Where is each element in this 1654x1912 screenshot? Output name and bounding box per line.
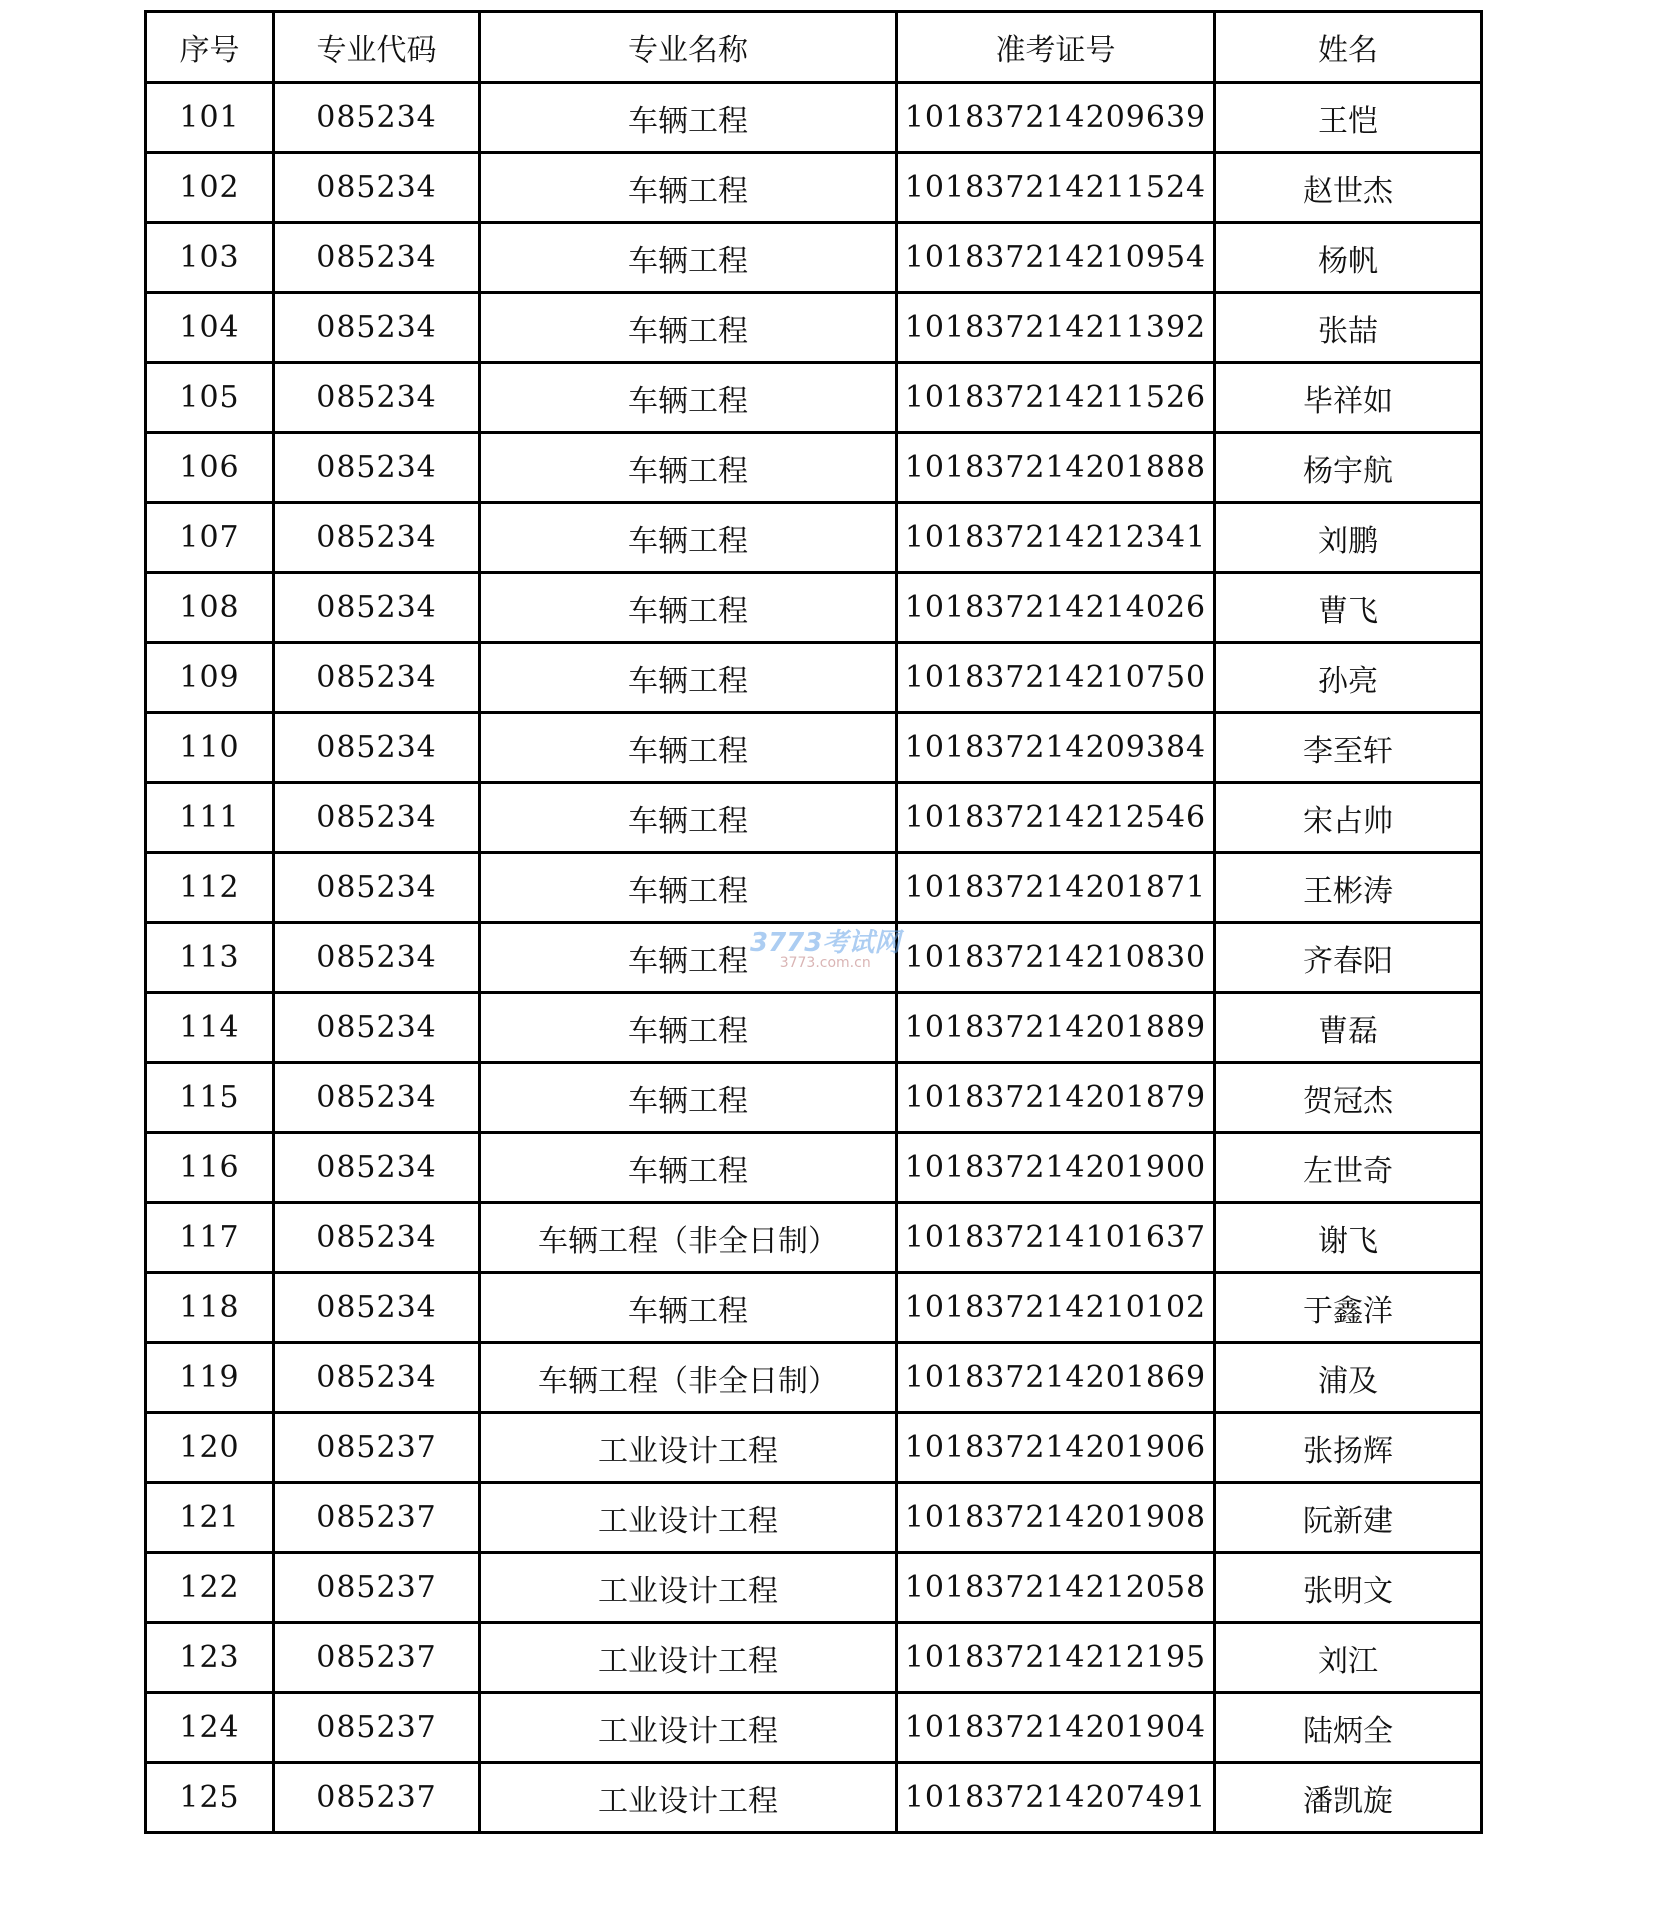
cell-major-code: 085234 — [274, 293, 480, 363]
cell-seq: 114 — [146, 993, 274, 1063]
table-row — [146, 853, 1482, 923]
table-row — [146, 993, 1482, 1063]
cell-major-name: 车辆工程 — [480, 1133, 897, 1203]
cell-name: 曹飞 — [1215, 573, 1482, 643]
cell-major-code: 085234 — [274, 363, 480, 433]
cell-name: 阮新建 — [1215, 1483, 1482, 1553]
cell-major-code: 085234 — [274, 83, 480, 153]
cell-exam-number: 101837214201888 — [897, 433, 1215, 503]
cell-exam-number: 101837214212546 — [897, 783, 1215, 853]
cell-major-code: 085234 — [274, 433, 480, 503]
table-row — [146, 1063, 1482, 1133]
cell-major-name: 车辆工程 — [480, 783, 897, 853]
cell-name: 赵世杰 — [1215, 153, 1482, 223]
cell-exam-number: 101837214101637 — [897, 1203, 1215, 1273]
table-row — [146, 1203, 1482, 1273]
admission-list-sheet — [144, 10, 1483, 1834]
cell-major-name: 车辆工程（非全日制） — [480, 1203, 897, 1273]
cell-major-code: 085234 — [274, 1343, 480, 1413]
table-row — [146, 1623, 1482, 1693]
cell-major-name: 车辆工程 — [480, 923, 897, 993]
table-row — [146, 223, 1482, 293]
cell-major-name: 工业设计工程 — [480, 1413, 897, 1483]
table-row — [146, 783, 1482, 853]
cell-seq: 106 — [146, 433, 274, 503]
cell-name: 陆炳全 — [1215, 1693, 1482, 1763]
cell-major-code: 085234 — [274, 1203, 480, 1273]
cell-name: 张明文 — [1215, 1553, 1482, 1623]
cell-name: 刘江 — [1215, 1623, 1482, 1693]
cell-seq: 116 — [146, 1133, 274, 1203]
cell-exam-number: 101837214211524 — [897, 153, 1215, 223]
cell-major-code: 085237 — [274, 1553, 480, 1623]
table-row — [146, 1763, 1482, 1833]
header-major-name: 专业名称 — [480, 12, 897, 83]
header-exam-number: 准考证号 — [897, 12, 1215, 83]
cell-name: 宋占帅 — [1215, 783, 1482, 853]
cell-seq: 112 — [146, 853, 274, 923]
cell-major-name: 工业设计工程 — [480, 1763, 897, 1833]
cell-name: 左世奇 — [1215, 1133, 1482, 1203]
cell-name: 孙亮 — [1215, 643, 1482, 713]
table-row — [146, 503, 1482, 573]
cell-major-code: 085234 — [274, 223, 480, 293]
cell-name: 张喆 — [1215, 293, 1482, 363]
cell-exam-number: 101837214201904 — [897, 1693, 1215, 1763]
table-row — [146, 293, 1482, 363]
cell-seq: 117 — [146, 1203, 274, 1273]
cell-name: 毕祥如 — [1215, 363, 1482, 433]
cell-seq: 101 — [146, 83, 274, 153]
cell-major-name: 车辆工程 — [480, 1063, 897, 1133]
table-header-row — [146, 12, 1482, 83]
cell-exam-number: 101837214201889 — [897, 993, 1215, 1063]
cell-major-name: 工业设计工程 — [480, 1553, 897, 1623]
cell-seq: 119 — [146, 1343, 274, 1413]
cell-name: 杨帆 — [1215, 223, 1482, 293]
cell-major-code: 085234 — [274, 573, 480, 643]
cell-major-name: 车辆工程（非全日制） — [480, 1343, 897, 1413]
cell-exam-number: 101837214210954 — [897, 223, 1215, 293]
table-row — [146, 1273, 1482, 1343]
watermark-logo-text: 3773考试网 — [750, 928, 901, 958]
cell-major-code: 085237 — [274, 1483, 480, 1553]
cell-exam-number: 101837214214026 — [897, 573, 1215, 643]
cell-major-name: 车辆工程 — [480, 713, 897, 783]
cell-seq: 105 — [146, 363, 274, 433]
cell-name: 李至轩 — [1215, 713, 1482, 783]
cell-major-code: 085237 — [274, 1413, 480, 1483]
cell-name: 杨宇航 — [1215, 433, 1482, 503]
cell-major-name: 车辆工程 — [480, 503, 897, 573]
table-row — [146, 83, 1482, 153]
cell-exam-number: 101837214212058 — [897, 1553, 1215, 1623]
cell-seq: 113 — [146, 923, 274, 993]
table-row — [146, 643, 1482, 713]
cell-major-code: 085234 — [274, 1133, 480, 1203]
cell-major-name: 车辆工程 — [480, 293, 897, 363]
cell-exam-number: 101837214210830 — [897, 923, 1215, 993]
table-row — [146, 433, 1482, 503]
cell-major-code: 085237 — [274, 1623, 480, 1693]
cell-exam-number: 101837214209384 — [897, 713, 1215, 783]
cell-seq: 104 — [146, 293, 274, 363]
cell-major-code: 085234 — [274, 783, 480, 853]
cell-name: 于鑫洋 — [1215, 1273, 1482, 1343]
cell-seq: 107 — [146, 503, 274, 573]
cell-major-code: 085234 — [274, 503, 480, 573]
cell-exam-number: 101837214201879 — [897, 1063, 1215, 1133]
cell-name: 浦及 — [1215, 1343, 1482, 1413]
cell-major-code: 085234 — [274, 1273, 480, 1343]
cell-seq: 122 — [146, 1553, 274, 1623]
cell-name: 谢飞 — [1215, 1203, 1482, 1273]
cell-seq: 115 — [146, 1063, 274, 1133]
cell-major-name: 车辆工程 — [480, 573, 897, 643]
cell-seq: 111 — [146, 783, 274, 853]
table-row — [146, 713, 1482, 783]
cell-major-name: 车辆工程 — [480, 1273, 897, 1343]
cell-major-name: 工业设计工程 — [480, 1623, 897, 1693]
table-row — [146, 1133, 1482, 1203]
header-major-code: 专业代码 — [274, 12, 480, 83]
cell-major-code: 085234 — [274, 853, 480, 923]
watermark-url: 3773.com.cn — [779, 955, 871, 971]
cell-name: 贺冠杰 — [1215, 1063, 1482, 1133]
cell-major-name: 工业设计工程 — [480, 1483, 897, 1553]
cell-major-code: 085234 — [274, 1063, 480, 1133]
cell-seq: 110 — [146, 713, 274, 783]
cell-seq: 121 — [146, 1483, 274, 1553]
table-row — [146, 573, 1482, 643]
cell-name: 张扬辉 — [1215, 1413, 1482, 1483]
cell-exam-number: 101837214211526 — [897, 363, 1215, 433]
table-row — [146, 1413, 1482, 1483]
cell-major-code: 085234 — [274, 713, 480, 783]
cell-exam-number: 101837214201906 — [897, 1413, 1215, 1483]
admission-table — [144, 10, 1483, 1834]
cell-major-name: 车辆工程 — [480, 643, 897, 713]
cell-exam-number: 101837214209639 — [897, 83, 1215, 153]
cell-exam-number: 101837214201908 — [897, 1483, 1215, 1553]
cell-name: 齐春阳 — [1215, 923, 1482, 993]
cell-exam-number: 101837214201871 — [897, 853, 1215, 923]
cell-seq: 103 — [146, 223, 274, 293]
cell-major-name: 车辆工程 — [480, 153, 897, 223]
cell-exam-number: 101837214207491 — [897, 1763, 1215, 1833]
cell-name: 曹磊 — [1215, 993, 1482, 1063]
cell-major-code: 085234 — [274, 923, 480, 993]
cell-seq: 125 — [146, 1763, 274, 1833]
cell-major-code: 085234 — [274, 643, 480, 713]
cell-seq: 124 — [146, 1693, 274, 1763]
cell-name: 王彬涛 — [1215, 853, 1482, 923]
cell-seq: 118 — [146, 1273, 274, 1343]
cell-major-code: 085234 — [274, 153, 480, 223]
cell-exam-number: 101837214212341 — [897, 503, 1215, 573]
table-row — [146, 1693, 1482, 1763]
cell-seq: 108 — [146, 573, 274, 643]
cell-name: 王恺 — [1215, 83, 1482, 153]
cell-name: 潘凯旋 — [1215, 1763, 1482, 1833]
table-row — [146, 1343, 1482, 1413]
cell-exam-number: 101837214201869 — [897, 1343, 1215, 1413]
table-row — [146, 923, 1482, 993]
cell-major-code: 085237 — [274, 1763, 480, 1833]
table-body — [146, 83, 1482, 1833]
cell-major-name: 车辆工程 — [480, 363, 897, 433]
cell-major-name: 车辆工程 — [480, 993, 897, 1063]
header-name: 姓名 — [1215, 12, 1482, 83]
cell-major-name: 车辆工程 — [480, 433, 897, 503]
table-row — [146, 1483, 1482, 1553]
cell-seq: 123 — [146, 1623, 274, 1693]
header-seq: 序号 — [146, 12, 274, 83]
cell-seq: 109 — [146, 643, 274, 713]
cell-seq: 120 — [146, 1413, 274, 1483]
cell-major-name: 车辆工程 — [480, 83, 897, 153]
cell-exam-number: 101837214212195 — [897, 1623, 1215, 1693]
table-row — [146, 1553, 1482, 1623]
cell-major-code: 085234 — [274, 993, 480, 1063]
table-row — [146, 153, 1482, 223]
cell-seq: 102 — [146, 153, 274, 223]
table-row — [146, 363, 1482, 433]
cell-major-name: 工业设计工程 — [480, 1693, 897, 1763]
cell-exam-number: 101837214210102 — [897, 1273, 1215, 1343]
cell-major-code: 085237 — [274, 1693, 480, 1763]
cell-name: 刘鹏 — [1215, 503, 1482, 573]
cell-exam-number: 101837214201900 — [897, 1133, 1215, 1203]
cell-major-name: 车辆工程 — [480, 853, 897, 923]
cell-exam-number: 101837214210750 — [897, 643, 1215, 713]
cell-major-name: 车辆工程 — [480, 223, 897, 293]
cell-exam-number: 101837214211392 — [897, 293, 1215, 363]
